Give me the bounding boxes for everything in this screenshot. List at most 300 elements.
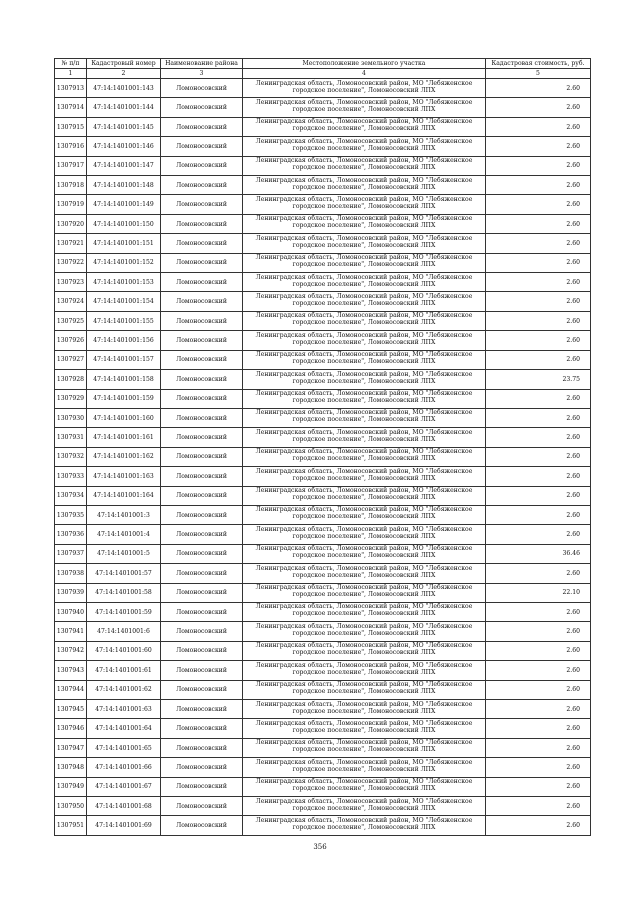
cadastral-value: 2.60: [486, 156, 591, 175]
row-number: 1307920: [55, 214, 87, 233]
row-number: 1307940: [55, 602, 87, 621]
district-name: Ломоносовский: [161, 641, 243, 660]
table-row: [55, 797, 591, 816]
location-line: Ленинградская область, Ломоносовский район, МО "Лебяженское: [255, 273, 473, 281]
district-name: Ломоносовский: [161, 602, 243, 621]
cadastral-value: 2.60: [486, 311, 591, 330]
district-name: Ломоносовский: [161, 214, 243, 233]
location: [243, 370, 486, 389]
location-line: Ленинградская область, Ломоносовский район, МО "Лебяженское: [255, 390, 473, 397]
location-line: Ленинградская область, Ломоносовский район, МО "Лебяженское: [255, 816, 473, 824]
location: [243, 661, 486, 680]
cadastral-value: 2.60: [486, 622, 591, 641]
row-number: 1307945: [55, 700, 87, 719]
location: [243, 641, 486, 660]
location-line: городское поселение", Ломоносовский ЛПХ: [292, 532, 436, 540]
location: [243, 583, 486, 602]
cadastral-number: 47:14:1401001:6: [87, 622, 161, 641]
location-line: Ленинградская область, Ломоносовский район, МО "Лебяженское: [255, 467, 473, 475]
location-line: городское поселение", Ломоносовский ЛПХ: [292, 610, 436, 618]
row-number: 1307930: [55, 408, 87, 427]
cadastral-number: 47:14:1401001:4: [87, 525, 161, 544]
location-line: Ленинградская область, Ломоносовский район, МО "Лебяженское: [255, 195, 473, 203]
table-row: [55, 195, 591, 214]
table-row: [55, 176, 591, 195]
cadastral-number: 47:14:1401001:59: [87, 602, 161, 621]
district-name: Ломоносовский: [161, 486, 243, 505]
location: [243, 273, 486, 292]
district-name: Ломоносовский: [161, 564, 243, 583]
location-line: городское поселение", Ломоносовский ЛПХ: [292, 164, 436, 172]
location-line: городское поселение", Ломоносовский ЛПХ: [292, 649, 436, 657]
location: [243, 79, 486, 98]
cadastral-value: 2.60: [486, 777, 591, 796]
row-number: 1307922: [55, 253, 87, 272]
column-number-row: [55, 69, 591, 79]
district-name: Ломоносовский: [161, 117, 243, 136]
location: [243, 214, 486, 233]
location-line: Ленинградская область, Ломоносовский район, МО "Лебяженское: [255, 584, 473, 592]
cadastral-number: 47:14:1401001:148: [87, 176, 161, 195]
location-line: Ленинградская область, Ломоносовский район, МО "Лебяженское: [255, 331, 473, 339]
district-name: Ломоносовский: [161, 253, 243, 272]
district-name: Ломоносовский: [161, 758, 243, 777]
cadastral-value: 2.60: [486, 408, 591, 427]
location-line: Ленинградская область, Ломоносовский район, МО "Лебяженское: [255, 719, 473, 727]
location-line: Ленинградская область, Ломоносовский район, МО "Лебяженское: [255, 797, 473, 805]
cadastral-number: 47:14:1401001:61: [87, 661, 161, 680]
table-row: [55, 641, 591, 660]
location-line: городское поселение", Ломоносовский ЛПХ: [292, 591, 436, 599]
district-name: Ломоносовский: [161, 467, 243, 486]
district-name: Ломоносовский: [161, 273, 243, 292]
location-line: городское поселение", Ломоносовский ЛПХ: [292, 338, 436, 346]
row-number: 1307948: [55, 758, 87, 777]
table-row: [55, 98, 591, 117]
row-number: 1307929: [55, 389, 87, 408]
cadastral-value: 2.60: [486, 253, 591, 272]
row-number: 1307928: [55, 370, 87, 389]
location-line: Ленинградская область, Ломоносовский район, МО "Лебяженское: [255, 79, 473, 87]
district-name: Ломоносовский: [161, 700, 243, 719]
location-line: Ленинградская область, Ломоносовский район, МО "Лебяженское: [255, 661, 473, 669]
cadastral-value: 2.60: [486, 350, 591, 369]
cadastral-value-table: [54, 58, 591, 836]
row-number: 1307939: [55, 583, 87, 602]
table-row: [55, 137, 591, 156]
location-line: городское поселение", Ломоносовский ЛПХ: [292, 823, 436, 831]
location-line: городское поселение", Ломоносовский ЛПХ: [292, 765, 436, 773]
location-line: городское поселение", Ломоносовский ЛПХ: [292, 455, 436, 463]
row-number: 1307913: [55, 79, 87, 98]
cadastral-value: 2.60: [486, 331, 591, 350]
location: [243, 331, 486, 350]
location: [243, 680, 486, 699]
row-number: 1307921: [55, 234, 87, 253]
cadastral-number: 47:14:1401001:3: [87, 505, 161, 524]
cadastral-value: 2.60: [486, 117, 591, 136]
location-line: городское поселение", Ломоносовский ЛПХ: [292, 105, 436, 113]
cadastral-value: 2.60: [486, 486, 591, 505]
location-line: городское поселение", Ломоносовский ЛПХ: [292, 261, 436, 269]
district-name: Ломоносовский: [161, 428, 243, 447]
row-number: 1307950: [55, 797, 87, 816]
cadastral-value: 2.60: [486, 79, 591, 98]
table-row: [55, 117, 591, 136]
location: [243, 777, 486, 796]
cadastral-value: 2.60: [486, 234, 591, 253]
table-body: [55, 79, 591, 836]
location: [243, 602, 486, 621]
district-name: Ломоносовский: [161, 719, 243, 738]
row-number: 1307914: [55, 98, 87, 117]
location-line: городское поселение", Ломоносовский ЛПХ: [292, 513, 436, 521]
cadastral-number: 47:14:1401001:69: [87, 816, 161, 835]
cadastral-value: 36.46: [486, 544, 591, 563]
location-line: Ленинградская область, Ломоносовский район, МО "Лебяженское: [255, 137, 473, 145]
cadastral-number: 47:14:1401001:155: [87, 311, 161, 330]
row-number: 1307916: [55, 137, 87, 156]
cadastral-number: 47:14:1401001:65: [87, 738, 161, 757]
cadastral-value: 2.60: [486, 564, 591, 583]
location: [243, 816, 486, 835]
cadastral-number: 47:14:1401001:67: [87, 777, 161, 796]
table-row: [55, 700, 591, 719]
location-line: Ленинградская область, Ломоносовский район, МО "Лебяженское: [255, 642, 473, 650]
table-row: [55, 622, 591, 641]
cadastral-value: 2.60: [486, 214, 591, 233]
cadastral-number: 47:14:1401001:149: [87, 195, 161, 214]
header-district: Наименование района: [161, 59, 243, 69]
row-number: 1307932: [55, 447, 87, 466]
row-number: 1307931: [55, 428, 87, 447]
row-number: 1307918: [55, 176, 87, 195]
cadastral-number: 47:14:1401001:5: [87, 544, 161, 563]
cadastral-number: 47:14:1401001:58: [87, 583, 161, 602]
table-row: [55, 680, 591, 699]
location-line: городское поселение", Ломоносовский ЛПХ: [292, 319, 436, 327]
row-number: 1307915: [55, 117, 87, 136]
location: [243, 98, 486, 117]
table-row: [55, 273, 591, 292]
table-row: [55, 311, 591, 330]
column-number: 1: [55, 69, 87, 79]
district-name: Ломоносовский: [161, 505, 243, 524]
cadastral-value: 2.60: [486, 602, 591, 621]
cadastral-number: 47:14:1401001:150: [87, 214, 161, 233]
table-row: [55, 292, 591, 311]
location-line: Ленинградская область, Ломоносовский район, МО "Лебяженское: [255, 234, 473, 242]
row-number: 1307942: [55, 641, 87, 660]
row-number: 1307934: [55, 486, 87, 505]
district-name: Ломоносовский: [161, 680, 243, 699]
table-row: [55, 486, 591, 505]
location: [243, 253, 486, 272]
cadastral-value: 2.60: [486, 680, 591, 699]
location-line: Ленинградская область, Ломоносовский район, МО "Лебяженское: [255, 564, 473, 572]
location-line: городское поселение", Ломоносовский ЛПХ: [292, 494, 436, 502]
location-line: городское поселение", Ломоносовский ЛПХ: [292, 707, 436, 715]
cadastral-value: 2.60: [486, 389, 591, 408]
table-row: [55, 447, 591, 466]
cadastral-number: 47:14:1401001:62: [87, 680, 161, 699]
table-row: [55, 719, 591, 738]
cadastral-number: 47:14:1401001:144: [87, 98, 161, 117]
cadastral-number: 47:14:1401001:66: [87, 758, 161, 777]
location: [243, 117, 486, 136]
row-number: 1307935: [55, 505, 87, 524]
cadastral-number: 47:14:1401001:146: [87, 137, 161, 156]
row-number: 1307927: [55, 350, 87, 369]
location-line: Ленинградская область, Ломоносовский район, МО "Лебяженское: [255, 525, 473, 533]
cadastral-number: 47:14:1401001:161: [87, 428, 161, 447]
district-name: Ломоносовский: [161, 156, 243, 175]
header-cadastral-value: Кадастровая стоимость, руб.: [486, 59, 591, 69]
row-number: 1307941: [55, 622, 87, 641]
location: [243, 622, 486, 641]
table-row: [55, 602, 591, 621]
location-line: Ленинградская область, Ломоносовский район, МО "Лебяженское: [255, 292, 473, 300]
cadastral-value: 2.60: [486, 719, 591, 738]
location: [243, 156, 486, 175]
column-number: 5: [486, 69, 591, 79]
district-name: Ломоносовский: [161, 408, 243, 427]
table-row: [55, 661, 591, 680]
table-row: [55, 738, 591, 757]
location-line: Ленинградская область, Ломоносовский район, МО "Лебяженское: [255, 254, 473, 262]
location: [243, 505, 486, 524]
cadastral-value: 2.60: [486, 447, 591, 466]
cadastral-number: 47:14:1401001:164: [87, 486, 161, 505]
district-name: Ломоносовский: [161, 447, 243, 466]
location-line: городское поселение", Ломоносовский ЛПХ: [292, 280, 436, 288]
location: [243, 234, 486, 253]
district-name: Ломоносовский: [161, 661, 243, 680]
location-line: Ленинградская область, Ломоносовский район, МО "Лебяженское: [255, 98, 473, 106]
location-line: Ленинградская область, Ломоносовский район, МО "Лебяженское: [255, 351, 473, 359]
table-row: [55, 79, 591, 98]
location: [243, 447, 486, 466]
district-name: Ломоносовский: [161, 137, 243, 156]
location-line: городское поселение", Ломоносовский ЛПХ: [292, 222, 436, 230]
location: [243, 486, 486, 505]
cadastral-value: 2.60: [486, 758, 591, 777]
row-number: 1307925: [55, 311, 87, 330]
location-line: городское поселение", Ломоносовский ЛПХ: [292, 668, 436, 676]
cadastral-value: 2.60: [486, 700, 591, 719]
column-number: 4: [243, 69, 486, 79]
location: [243, 797, 486, 816]
location: [243, 176, 486, 195]
location-line: городское поселение", Ломоносовский ЛПХ: [292, 377, 436, 385]
location: [243, 467, 486, 486]
location-line: городское поселение", Ломоносовский ЛПХ: [292, 397, 436, 404]
district-name: Ломоносовский: [161, 797, 243, 816]
cadastral-number: 47:14:1401001:57: [87, 564, 161, 583]
column-number: 3: [161, 69, 243, 79]
cadastral-number: 47:14:1401001:156: [87, 331, 161, 350]
table-row: [55, 583, 591, 602]
location: [243, 564, 486, 583]
location-line: городское поселение", Ломоносовский ЛПХ: [292, 688, 436, 696]
cadastral-number: 47:14:1401001:154: [87, 292, 161, 311]
district-name: Ломоносовский: [161, 622, 243, 641]
row-number: 1307951: [55, 816, 87, 835]
district-name: Ломоносовский: [161, 311, 243, 330]
location-line: Ленинградская область, Ломоносовский район, МО "Лебяженское: [255, 370, 473, 378]
header-cadastral-number: Кадастровый номер: [87, 59, 161, 69]
cadastral-value: 2.60: [486, 525, 591, 544]
cadastral-number: 47:14:1401001:147: [87, 156, 161, 175]
location: [243, 700, 486, 719]
district-name: Ломоносовский: [161, 195, 243, 214]
location-line: Ленинградская область, Ломоносовский район, МО "Лебяженское: [255, 603, 473, 611]
row-number: 1307943: [55, 661, 87, 680]
location-line: Ленинградская область, Ломоносовский район, МО "Лебяженское: [255, 681, 473, 689]
cadastral-value: 23.75: [486, 370, 591, 389]
location-line: городское поселение", Ломоносовский ЛПХ: [292, 571, 436, 579]
location-line: Ленинградская область, Ломоносовский район, МО "Лебяженское: [255, 545, 473, 553]
location-line: городское поселение", Ломоносовский ЛПХ: [292, 202, 436, 210]
district-name: Ломоносовский: [161, 79, 243, 98]
location-line: городское поселение", Ломоносовский ЛПХ: [292, 144, 436, 152]
cadastral-value: 2.60: [486, 176, 591, 195]
location: [243, 195, 486, 214]
table-row: [55, 564, 591, 583]
cadastral-number: 47:14:1401001:160: [87, 408, 161, 427]
location: [243, 719, 486, 738]
location: [243, 428, 486, 447]
location-line: городское поселение", Ломоносовский ЛПХ: [292, 299, 436, 307]
district-name: Ломоносовский: [161, 331, 243, 350]
district-name: Ломоносовский: [161, 370, 243, 389]
table-row: [55, 758, 591, 777]
cadastral-number: 47:14:1401001:159: [87, 389, 161, 408]
location: [243, 292, 486, 311]
cadastral-value: 2.60: [486, 816, 591, 835]
location-line: городское поселение", Ломоносовский ЛПХ: [292, 726, 436, 734]
row-number: 1307933: [55, 467, 87, 486]
location-line: Ленинградская область, Ломоносовский район, МО "Лебяженское: [255, 700, 473, 708]
cadastral-value: 2.60: [486, 797, 591, 816]
location-line: Ленинградская область, Ломоносовский район, МО "Лебяженское: [255, 428, 473, 436]
cadastral-number: 47:14:1401001:162: [87, 447, 161, 466]
location-line: Ленинградская область, Ломоносовский район, МО "Лебяженское: [255, 215, 473, 223]
location-line: городское поселение", Ломоносовский ЛПХ: [292, 552, 436, 560]
table-row: [55, 544, 591, 563]
location: [243, 311, 486, 330]
district-name: Ломоносовский: [161, 234, 243, 253]
location-line: Ленинградская область, Ломоносовский район, МО "Лебяженское: [255, 487, 473, 495]
location-line: Ленинградская область, Ломоносовский район, МО "Лебяженское: [255, 409, 473, 417]
row-number: 1307917: [55, 156, 87, 175]
row-number: 1307924: [55, 292, 87, 311]
row-number: 1307938: [55, 564, 87, 583]
cadastral-number: 47:14:1401001:152: [87, 253, 161, 272]
district-name: Ломоносовский: [161, 292, 243, 311]
location-line: Ленинградская область, Ломоносовский район, МО "Лебяженское: [255, 778, 473, 786]
location-line: городское поселение", Ломоносовский ЛПХ: [292, 358, 436, 366]
location: [243, 350, 486, 369]
table-row: [55, 816, 591, 835]
table-header: [55, 59, 591, 79]
table-row: [55, 331, 591, 350]
location-line: городское поселение", Ломоносовский ЛПХ: [292, 241, 436, 249]
location-line: Ленинградская область, Ломоносовский район, МО "Лебяженское: [255, 739, 473, 747]
district-name: Ломоносовский: [161, 738, 243, 757]
location-line: Ленинградская область, Ломоносовский район, МО "Лебяженское: [255, 506, 473, 514]
district-name: Ломоносовский: [161, 777, 243, 796]
district-name: Ломоносовский: [161, 389, 243, 408]
location-line: Ленинградская область, Ломоносовский район, МО "Лебяженское: [255, 758, 473, 766]
row-number: 1307946: [55, 719, 87, 738]
location: [243, 544, 486, 563]
cadastral-value: 2.60: [486, 641, 591, 660]
row-number: 1307944: [55, 680, 87, 699]
row-number: 1307923: [55, 273, 87, 292]
district-name: Ломоносовский: [161, 816, 243, 835]
district-name: Ломоносовский: [161, 176, 243, 195]
table-row: [55, 370, 591, 389]
row-number: 1307949: [55, 777, 87, 796]
location: [243, 758, 486, 777]
cadastral-number: 47:14:1401001:63: [87, 700, 161, 719]
location: [243, 738, 486, 757]
table-row: [55, 505, 591, 524]
row-number: 1307936: [55, 525, 87, 544]
cadastral-value: 2.60: [486, 292, 591, 311]
location: [243, 389, 486, 408]
location: [243, 408, 486, 427]
cadastral-number: 47:14:1401001:151: [87, 234, 161, 253]
location-line: Ленинградская область, Ломоносовский район, МО "Лебяженское: [255, 176, 473, 184]
table-row: [55, 467, 591, 486]
table-row: [55, 350, 591, 369]
location-line: городское поселение", Ломоносовский ЛПХ: [292, 435, 436, 443]
cadastral-number: 47:14:1401001:163: [87, 467, 161, 486]
location-line: Ленинградская область, Ломоносовский район, МО "Лебяженское: [255, 157, 473, 165]
cadastral-value: 2.60: [486, 661, 591, 680]
table-row: [55, 156, 591, 175]
district-name: Ломоносовский: [161, 350, 243, 369]
location-line: городское поселение", Ломоносовский ЛПХ: [292, 746, 436, 754]
row-number: 1307919: [55, 195, 87, 214]
table-row: [55, 253, 591, 272]
table-row: [55, 428, 591, 447]
location-line: городское поселение", Ломоносовский ЛПХ: [292, 785, 436, 793]
location-line: городское поселение", Ломоносовский ЛПХ: [292, 804, 436, 812]
cadastral-value: 2.60: [486, 195, 591, 214]
location-line: городское поселение", Ломоносовский ЛПХ: [292, 416, 436, 424]
cadastral-value: 2.60: [486, 273, 591, 292]
cadastral-value: 2.60: [486, 467, 591, 486]
district-name: Ломоносовский: [161, 98, 243, 117]
header-location: Местоположение земельного участка: [243, 59, 486, 69]
cadastral-number: 47:14:1401001:145: [87, 117, 161, 136]
location-line: Ленинградская область, Ломоносовский район, МО "Лебяженское: [255, 118, 473, 126]
cadastral-number: 47:14:1401001:64: [87, 719, 161, 738]
table-row: [55, 389, 591, 408]
cadastral-value: 2.60: [486, 738, 591, 757]
cadastral-value: 2.60: [486, 98, 591, 117]
location-line: городское поселение", Ломоносовский ЛПХ: [292, 183, 436, 191]
location-line: городское поселение", Ломоносовский ЛПХ: [292, 629, 436, 637]
district-name: Ломоносовский: [161, 525, 243, 544]
table-row: [55, 777, 591, 796]
cadastral-number: 47:14:1401001:153: [87, 273, 161, 292]
table-row: [55, 408, 591, 427]
location-line: Ленинградская область, Ломоносовский район, МО "Лебяженское: [255, 622, 473, 630]
